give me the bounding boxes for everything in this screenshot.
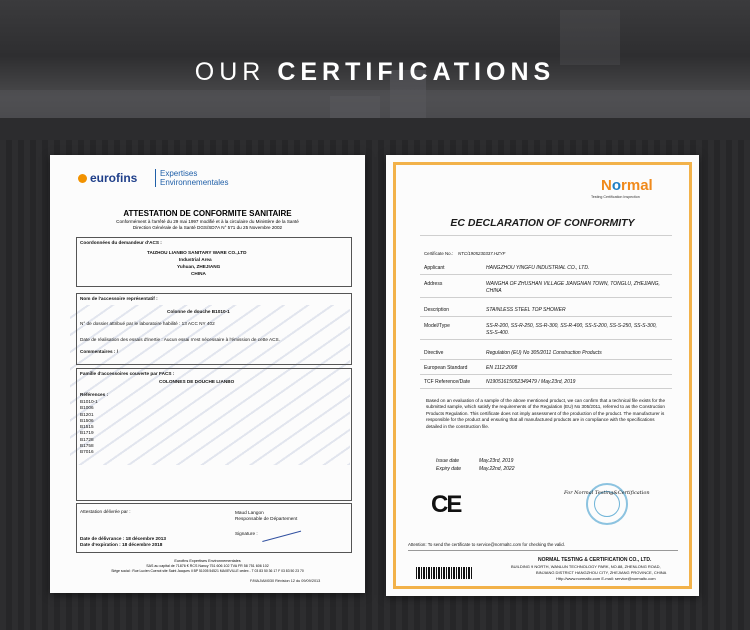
page-title bbox=[0, 58, 750, 87]
field-value: SS-R-200, SS-R-250, SS-R-300, SS-R-400, SS-S-200, SS-S-250, SS-S-300, SS-S-400. bbox=[486, 323, 657, 336]
cert-body: Based on an evaluation of a sample of the above mentioned product, we can confirm that a technical file exists for the submitted sample, which satisfy the requirements of the Regulation (EU) No 305/2011, referred to as the Construction Products Regulation. This certificate does not imply assessment of the production of the product. The manufacturer is responsible for the product and ensuring that all manufactured products are in compliance with the specifications detailed in the construction file. bbox=[426, 398, 666, 429]
field-label: Description bbox=[424, 307, 450, 313]
expiry-date: May.22nd, 2022 bbox=[479, 466, 515, 472]
barcode bbox=[416, 567, 472, 579]
reference-item: B1010-1 bbox=[80, 399, 98, 404]
cert-no-label: Certificate No.: bbox=[424, 251, 454, 256]
attention-note: Attention: To send the certificate to service@normaltc.com for checking the valid. bbox=[408, 542, 565, 547]
field-label: Directive bbox=[424, 350, 444, 356]
family-box: Famille d'accessoires couverte par FACS : COLONNES DE DOUCHE LIANBO Références : B1010-1 B1006 B1201 B1506 B1515 B1719 B1728 B1758 B7016 bbox=[76, 368, 352, 501]
company-addr-1: BUILDING 9 NORTH, WANLUN TECHNOLOGY PARK, NO.88, ZHENLONG ROAD, bbox=[511, 564, 661, 569]
issue-label: Issue date bbox=[436, 458, 460, 464]
field-value: HANGZHOU YINGFU INDUSTRIAL CO., LTD. bbox=[486, 265, 590, 271]
field-label: European Standard bbox=[424, 365, 468, 371]
reference-item: B1758 bbox=[80, 443, 94, 449]
normal-logo-subtitle: Testing Certification Inspection bbox=[591, 195, 640, 199]
cert-title: EC DECLARATION OF CONFORMITY bbox=[450, 217, 635, 229]
accessory-box: Nom de l'accessoire représentatif : Colonne de douche B1010-1 N° de dossier attribué par le laboratoire habilité : 13 ACC NY 402 Date de réalisation des essais d'inertie : Aucun essai n'est nécessaire à l'émission de cette ACS. Commentaires : / bbox=[76, 293, 352, 365]
reference-item: B1201 bbox=[80, 411, 94, 417]
delivery-box: Attestation délivrée par : Maud Langon Responsable de Département Signature : Date de délivrance : 18 décembre 2013 Date d'expiration : 18 décembre 2018 bbox=[76, 503, 352, 553]
field-label: TCF Reference/Date bbox=[424, 379, 471, 385]
expiry-label: Expiry date bbox=[436, 466, 462, 472]
references-list bbox=[80, 399, 98, 456]
reference-item: B1728 bbox=[80, 436, 94, 442]
eurofins-certificate bbox=[50, 155, 365, 593]
company-contact: Http://www.normaltc.com E-mail: service@normaltc.com bbox=[556, 576, 656, 581]
reference-item: B1506 bbox=[80, 417, 94, 423]
cert-no: NTC/1905230337.HZYF bbox=[458, 251, 506, 256]
field-value: STAINLESS STEEL TOP SHOWER bbox=[486, 307, 566, 313]
normal-logo: Normal bbox=[601, 177, 653, 194]
normal-certificate bbox=[386, 155, 699, 596]
field-label: Model/Type bbox=[424, 323, 450, 329]
reference-item: B1719 bbox=[80, 430, 94, 436]
footer-2: SAS au capital de 71876 € RCS Nancy 751 606 102 TVA FR 58 751 606 102 bbox=[146, 564, 269, 568]
eurofins-logo: eurofins bbox=[78, 171, 137, 185]
reference-item: B1006 bbox=[80, 405, 94, 411]
field-value: Regulation (EU) No 305/2011 Construction Products bbox=[486, 350, 602, 356]
field-value: EN 1112:2008 bbox=[486, 365, 518, 371]
title-bold: CERTIFICATIONS bbox=[277, 58, 556, 86]
issue-date: May.23rd, 2019 bbox=[479, 458, 514, 464]
ce-mark: CE bbox=[431, 491, 461, 518]
field-label: Applicant bbox=[424, 265, 445, 271]
company-name: NORMAL TESTING & CERTIFICATION CO., LTD. bbox=[538, 557, 652, 563]
footer-1: Eurofins Expertises Environnementales bbox=[174, 559, 241, 563]
field-value: N19051615052349479 / May.23rd, 2019 bbox=[486, 379, 576, 385]
cert-subtitle-2: Direction Générale de la Santé DGS/SD7A N° 571 du 25 Novembre 2002 bbox=[132, 225, 283, 230]
for-label: For Normal Testing&Certification bbox=[564, 490, 650, 496]
field-label: Address bbox=[424, 281, 443, 287]
cert-subtitle-1: Conformément à l'arrêté du 29 mai 1997 modifié et à la circulaire du Ministère de la Santé bbox=[116, 219, 299, 224]
eurofins-subtitle: Expertises Environnementales bbox=[155, 169, 228, 187]
reference-item: B7016 bbox=[80, 449, 94, 455]
cert-title: ATTESTATION DE CONFORMITE SANITAIRE bbox=[123, 209, 292, 218]
reference-item: B1515 bbox=[80, 424, 94, 430]
field-value: WANGHA OF ZHUSHAN VILLAGE JIANGNAN TOWN, TONGLU, ZHEJIANG, CHINA bbox=[486, 281, 660, 294]
ref-code: F/MAJ/AM030 Révision 12 du 09/09/2013 bbox=[250, 579, 321, 583]
footer-3: Siège social : Rue Lucien Cuenot site Saint Jacques II BP 51005 54521 MAXEVILLE cedex - T 03 83 50 36 17 F 03 83 50 23 70 bbox=[111, 569, 304, 573]
title-light: OUR bbox=[194, 58, 266, 86]
applicant-box: Coordonnées du demandeur d'ACS : TAIZHOU LIANBO SANITARY WARE CO.,LTD Industrial Area Yuhuan, ZHEJIANG CHINA bbox=[76, 237, 352, 287]
company-addr-2: BINJIANG DISTRICT HANGZHOU CITY, ZHEJIANG PROVINCE, CHINA bbox=[536, 570, 667, 575]
